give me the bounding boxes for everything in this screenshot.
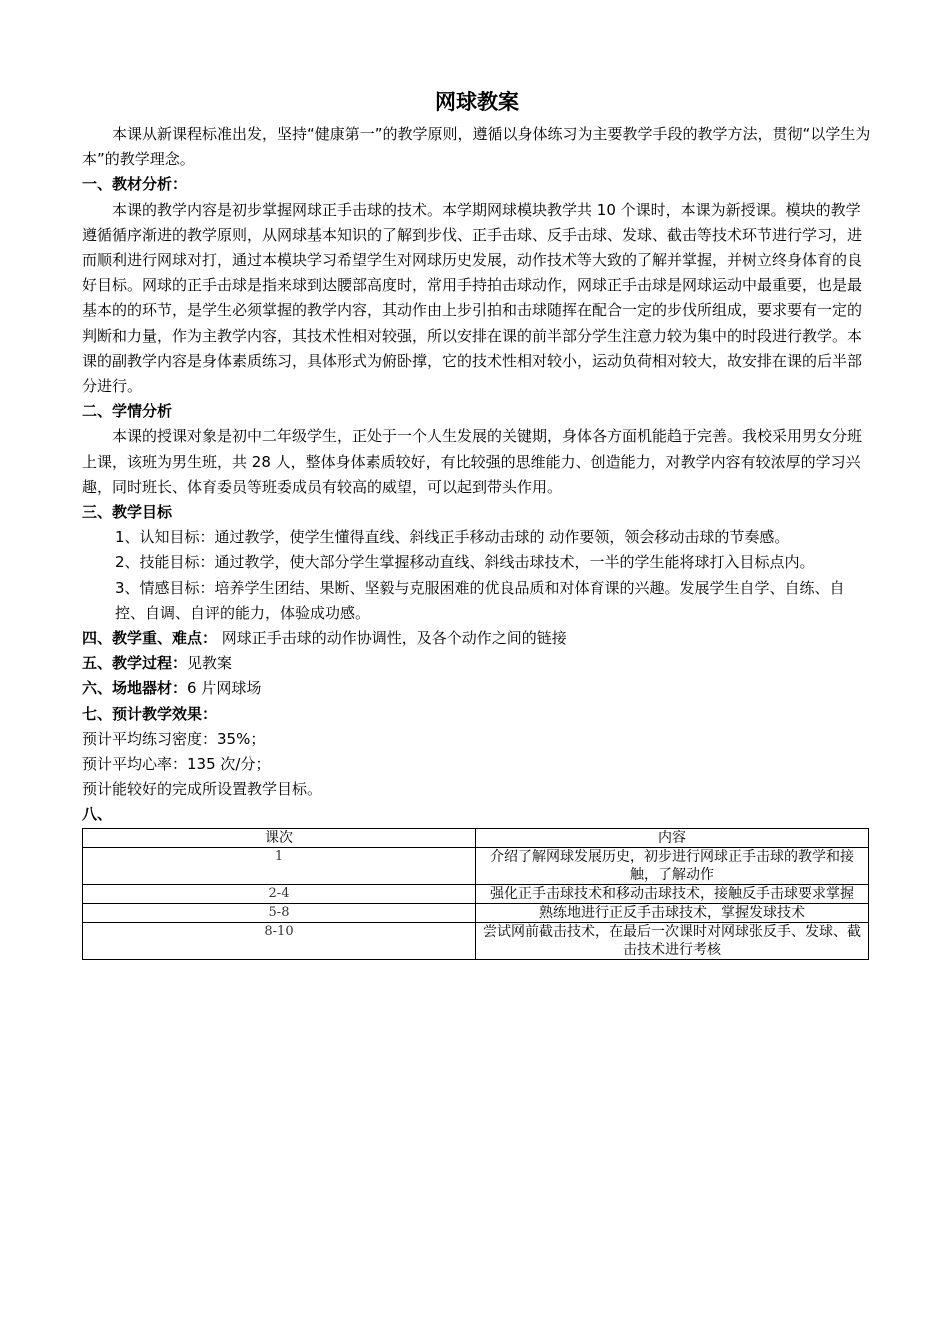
section-1-body: 本课的教学内容是初步掌握网球正手击球的技术。本学期网球模块教学共 10 个课时，本课为新授课。模块的教学遵循循序渐进的教学原则，从网球基本知识的了解到步伐、正手击球、反手击球、发球、截击等技术环节进行学习，进而顺利进行网球对打，通过本模块学习希望学生对网球历史发展，动作技术等大致的了解并掌握，并树立终身体育的良好目标。网球的正手击球是指来球到达腰部高度时，常用手持拍击球动作，网球正手击球是网球运动中最重要，也是最基本的的环节，是学生必须掌握的教学内容，其动作由上步引拍和击球随挥在配合一定的步伐所组成，要求要有一定的判断和力量，作为主教学内容，其技术性相对较强，所以安排在课的前半部分学生注意力较为集中的时段进行教学。本课的副教学内容是身体素质练习，具体形式为俯卧撑，它的技术性相对较小，运动负荷相对较大，故安排在课的后半部分进行。: [82, 200, 863, 396]
goal-affective: 3、情感目标：培养学生团结、果断、坚毅与克服困难的优良品质和对体育课的兴趣。发展学生自学、自练、自控、自调、自评的能力，体验成功感。: [115, 578, 845, 622]
section-5-body: 见教案: [187, 654, 233, 673]
section-6-heading: 六、场地器材：: [82, 679, 188, 698]
section-1-heading: 一、教材分析：: [82, 175, 188, 194]
lesson-cell: 8-10: [83, 922, 476, 959]
table-row: [83, 903, 869, 922]
goal-skill: 2、技能目标：通过教学，使大部分学生掌握移动直线、斜线击球技术，一半的学生能将球打入目标点内。: [115, 553, 815, 572]
content-cell: 尝试网前截击技术，在最后一次课时对网球张反手、发球、截击技术进行考核: [476, 922, 869, 959]
section-8-heading: 八、: [82, 805, 113, 824]
section-3-heading: 三、教学目标: [82, 503, 173, 522]
section-2-heading: 二、学情分析: [82, 402, 173, 421]
lesson-cell: 5-8: [83, 903, 476, 922]
lesson-schedule-table: [82, 828, 869, 960]
intro-paragraph: 本课从新课程标准出发，坚持“健康第一”的教学原则，遵循以身体练习为主要教学手段的教学方法，贯彻“以学生为本”的教学理念。: [82, 125, 871, 169]
section-4: [82, 626, 872, 651]
goal-cognitive: 1、认知目标：通过教学，使学生懂得直线、斜线正手移动击球的 动作要领，领会移动击球的节奏感。: [115, 528, 790, 547]
section-5-heading: 五、教学过程：: [82, 654, 188, 673]
section-6-body: 6 片网球场: [187, 679, 262, 698]
section-6: [82, 676, 872, 701]
content-cell: 介绍了解网球发展历史，初步进行网球正手击球的教学和接触，了解动作: [476, 847, 869, 884]
content-cell: 强化正手击球技术和移动击球技术，接触反手击球要求掌握: [476, 884, 869, 903]
lesson-cell: 2-4: [83, 884, 476, 903]
table-row: [83, 884, 869, 903]
effect-goal: 预计能较好的完成所设置教学目标。: [82, 780, 323, 799]
document-title: 网球教案: [435, 90, 519, 114]
section-4-heading: 四、教学重、难点：: [82, 629, 218, 648]
lesson-cell: 1: [83, 847, 476, 884]
section-7-heading: 七、预计教学效果：: [82, 704, 218, 723]
effect-density: 预计平均练习密度：35%；: [82, 729, 266, 748]
column-header-content: 内容: [476, 828, 869, 847]
document-page: [82, 88, 872, 960]
effect-heart-rate: 预计平均心率：135 次/分；: [82, 755, 271, 774]
content-cell: 熟练地进行正反手击球技术，掌握发球技术: [476, 903, 869, 922]
column-header-lesson: 课次: [83, 828, 476, 847]
table-row: [83, 847, 869, 884]
section-2-body: 本课的授课对象是初中二年级学生，正处于一个人生发展的关键期，身体各方面机能趋于完善。我校采用男女分班上课，该班为男生班，共 28 人，整体身体素质较好，有比较强的思维能力、创造能力，对教学内容有较浓厚的学习兴趣，同时班长、体育委员等班委成员有较高的威望，可以起到带头作用。: [82, 427, 863, 496]
table-row: [83, 922, 869, 959]
section-4-body: 网球正手击球的动作协调性，及各个动作之间的链接: [217, 629, 567, 648]
section-5: [82, 651, 872, 676]
table-header-row: [83, 828, 869, 847]
